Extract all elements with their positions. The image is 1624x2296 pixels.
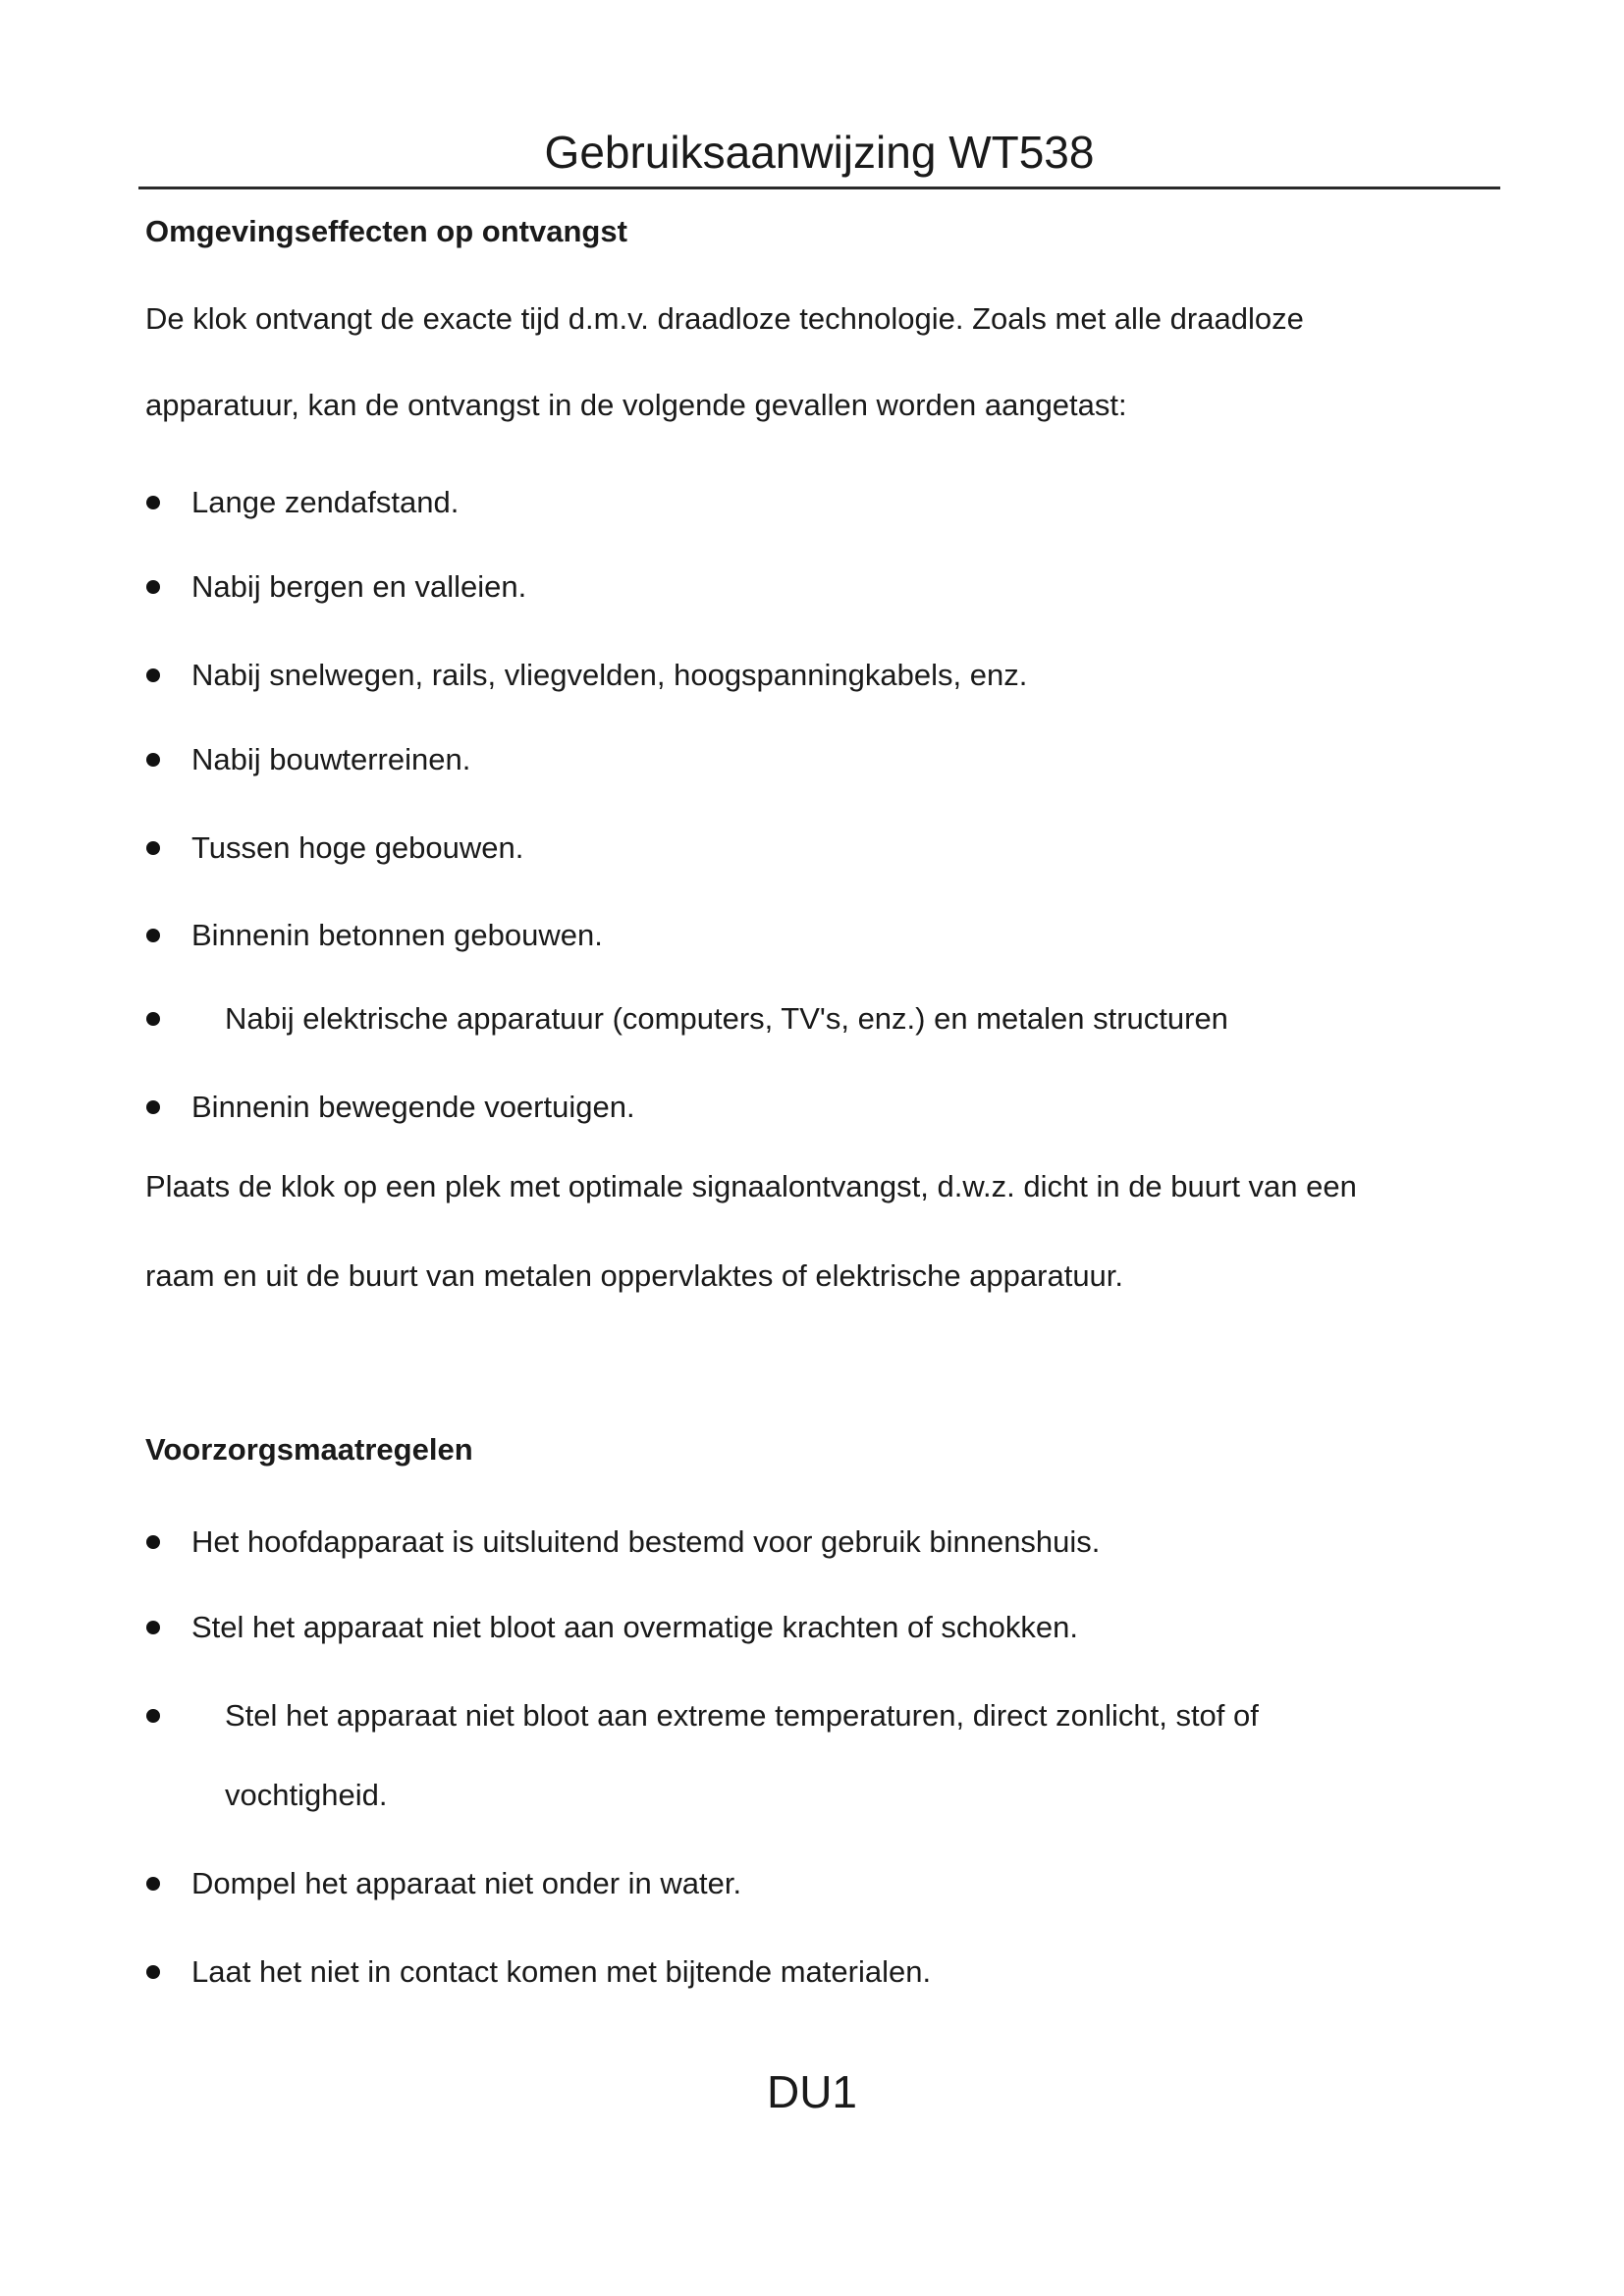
bullet-dot-icon (146, 1535, 160, 1549)
list-item: Dompel het apparaat niet onder in water. (191, 1866, 742, 1900)
bullet-dot-icon (146, 1100, 160, 1114)
bullet-dot-icon (146, 496, 160, 509)
bullet-dot-icon (146, 668, 160, 682)
bullet-dot-icon (146, 929, 160, 942)
outro-line-1: Plaats de klok op een plek met optimale signaalontvangst, d.w.z. dicht in de buurt van een (145, 1169, 1357, 1203)
outro-line-2: raam en uit de buurt van metalen oppervlaktes of elektrische apparatuur. (145, 1258, 1124, 1293)
bullet-dot-icon (146, 1709, 160, 1723)
bullet-dot-icon (146, 1012, 160, 1026)
list-item: Binnenin bewegende voertuigen. (191, 1090, 635, 1124)
list-item-continuation: vochtigheid. (225, 1778, 388, 1812)
bullet-dot-icon (146, 1877, 160, 1891)
page-number: DU1 (766, 2066, 858, 2117)
bullet-dot-icon (146, 1965, 160, 1979)
list-item: Binnenin betonnen gebouwen. (191, 918, 603, 952)
list-item: Stel het apparaat niet bloot aan extreme temperaturen, direct zonlicht, stof of (225, 1698, 1259, 1733)
intro-line-2: apparatuur, kan de ontvangst in de volgende gevallen worden aangetast: (145, 388, 1127, 422)
page-header (138, 120, 1500, 189)
section-heading-precautions: Voorzorgsmaatregelen (145, 1432, 473, 1467)
list-item: Tussen hoge gebouwen. (191, 830, 524, 865)
bullet-dot-icon (146, 841, 160, 855)
bullet-dot-icon (146, 1621, 160, 1634)
intro-line-1: De klok ontvangt de exacte tijd d.m.v. draadloze technologie. Zoals met alle draadloze (145, 301, 1304, 336)
list-item: Stel het apparaat niet bloot aan overmatige krachten of schokken. (191, 1610, 1079, 1644)
list-item: Lange zendafstand. (191, 485, 460, 519)
list-item: Laat het niet in contact komen met bijtende materialen. (191, 1954, 932, 1989)
bullet-dot-icon (146, 580, 160, 594)
page-title: Gebruiksaanwijzing WT538 (544, 127, 1095, 178)
section-heading-reception: Omgevingseffecten op ontvangst (145, 214, 627, 248)
bullet-dot-icon (146, 753, 160, 767)
list-item: Het hoofdapparaat is uitsluitend bestemd voor gebruik binnenshuis. (191, 1524, 1101, 1559)
list-item: Nabij snelwegen, rails, vliegvelden, hoogspanningkabels, enz. (191, 658, 1028, 692)
list-item: Nabij bouwterreinen. (191, 742, 471, 776)
list-item: Nabij bergen en valleien. (191, 569, 527, 604)
list-item: Nabij elektrische apparatuur (computers, TV's, enz.) en metalen structuren (225, 1001, 1228, 1036)
